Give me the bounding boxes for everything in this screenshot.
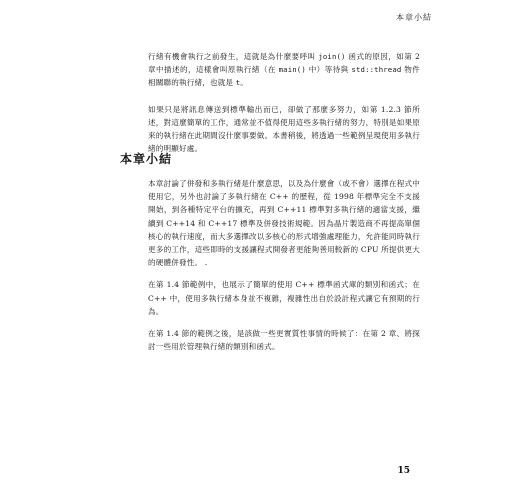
text-span: 。: [240, 78, 249, 88]
section-body: [148, 177, 420, 362]
page-number: 15: [397, 466, 410, 476]
intro-text: [148, 50, 420, 164]
text-span: 行緒有機會執行之前發生，這就是為什麼要呼叫: [148, 52, 319, 61]
text-span: 函式的原因，如第 2 章中描述的，這樣會叫原執行緒（在: [148, 52, 420, 75]
intro-paragraph-1: [148, 50, 420, 90]
text-span: 物件相關聯的執行緒，也就是: [148, 65, 420, 88]
code-join: join(): [318, 52, 346, 61]
running-header: 本章小結: [396, 13, 432, 22]
intro-paragraph-2: 如果只是將訊息傳送到標準輸出而已，卻做了那麼多努力，如第 1.2.3 節所述，對這麼簡單的工作，通常並不值得使用這些多執行緒的努力，特別是如果原來的執行緒在此期間沒什麼事要做。本書稍後，將透過一些範例呈現使用多執行緒的明顯好處。: [148, 104, 420, 154]
summary-paragraph-3: 在第 1.4 節的範例之後，是該做一些更實質性事情的時候了：在第 2 章、將探討一些用於管理執行緒的類別和函式。: [148, 329, 420, 352]
code-main: main(): [278, 65, 306, 75]
text-span: 中）等待與: [305, 65, 352, 75]
code-std-thread: std::thread: [351, 65, 402, 75]
summary-paragraph-1: 本章討論了併發和多執行緒是什麼意思，以及為什麼會（或不會）選擇在程式中使用它，另外也討論了多執行緒在 C++ 的歷程，從 1998 年標準完全不支援開始，到各種特定平台的擴充，再到 C++11 標準對多執行緒的適當支援，繼續到 C++14 和 C++17 標準及併發技術規範。因為晶片製造商不再提高單個核心的執行速度，而大多選擇改以多核心的形式增強處理能力，允許能同時執行更多的工作，這些即時的支援讓程式開發者更能夠善用較新的 CPU 所提供更大的硬體併發性。 .: [148, 179, 420, 268]
summary-paragraph-2: 在第 1.4 節範例中，也展示了簡單的使用 C++ 標準函式庫的類別和函式；在 C++ 中，使用多執行緒本身並不複雜，複雜性出自於設計程式讓它有預期的行為。: [148, 280, 420, 316]
code-t: t: [235, 78, 241, 88]
section-heading: 本章小結: [120, 152, 173, 166]
